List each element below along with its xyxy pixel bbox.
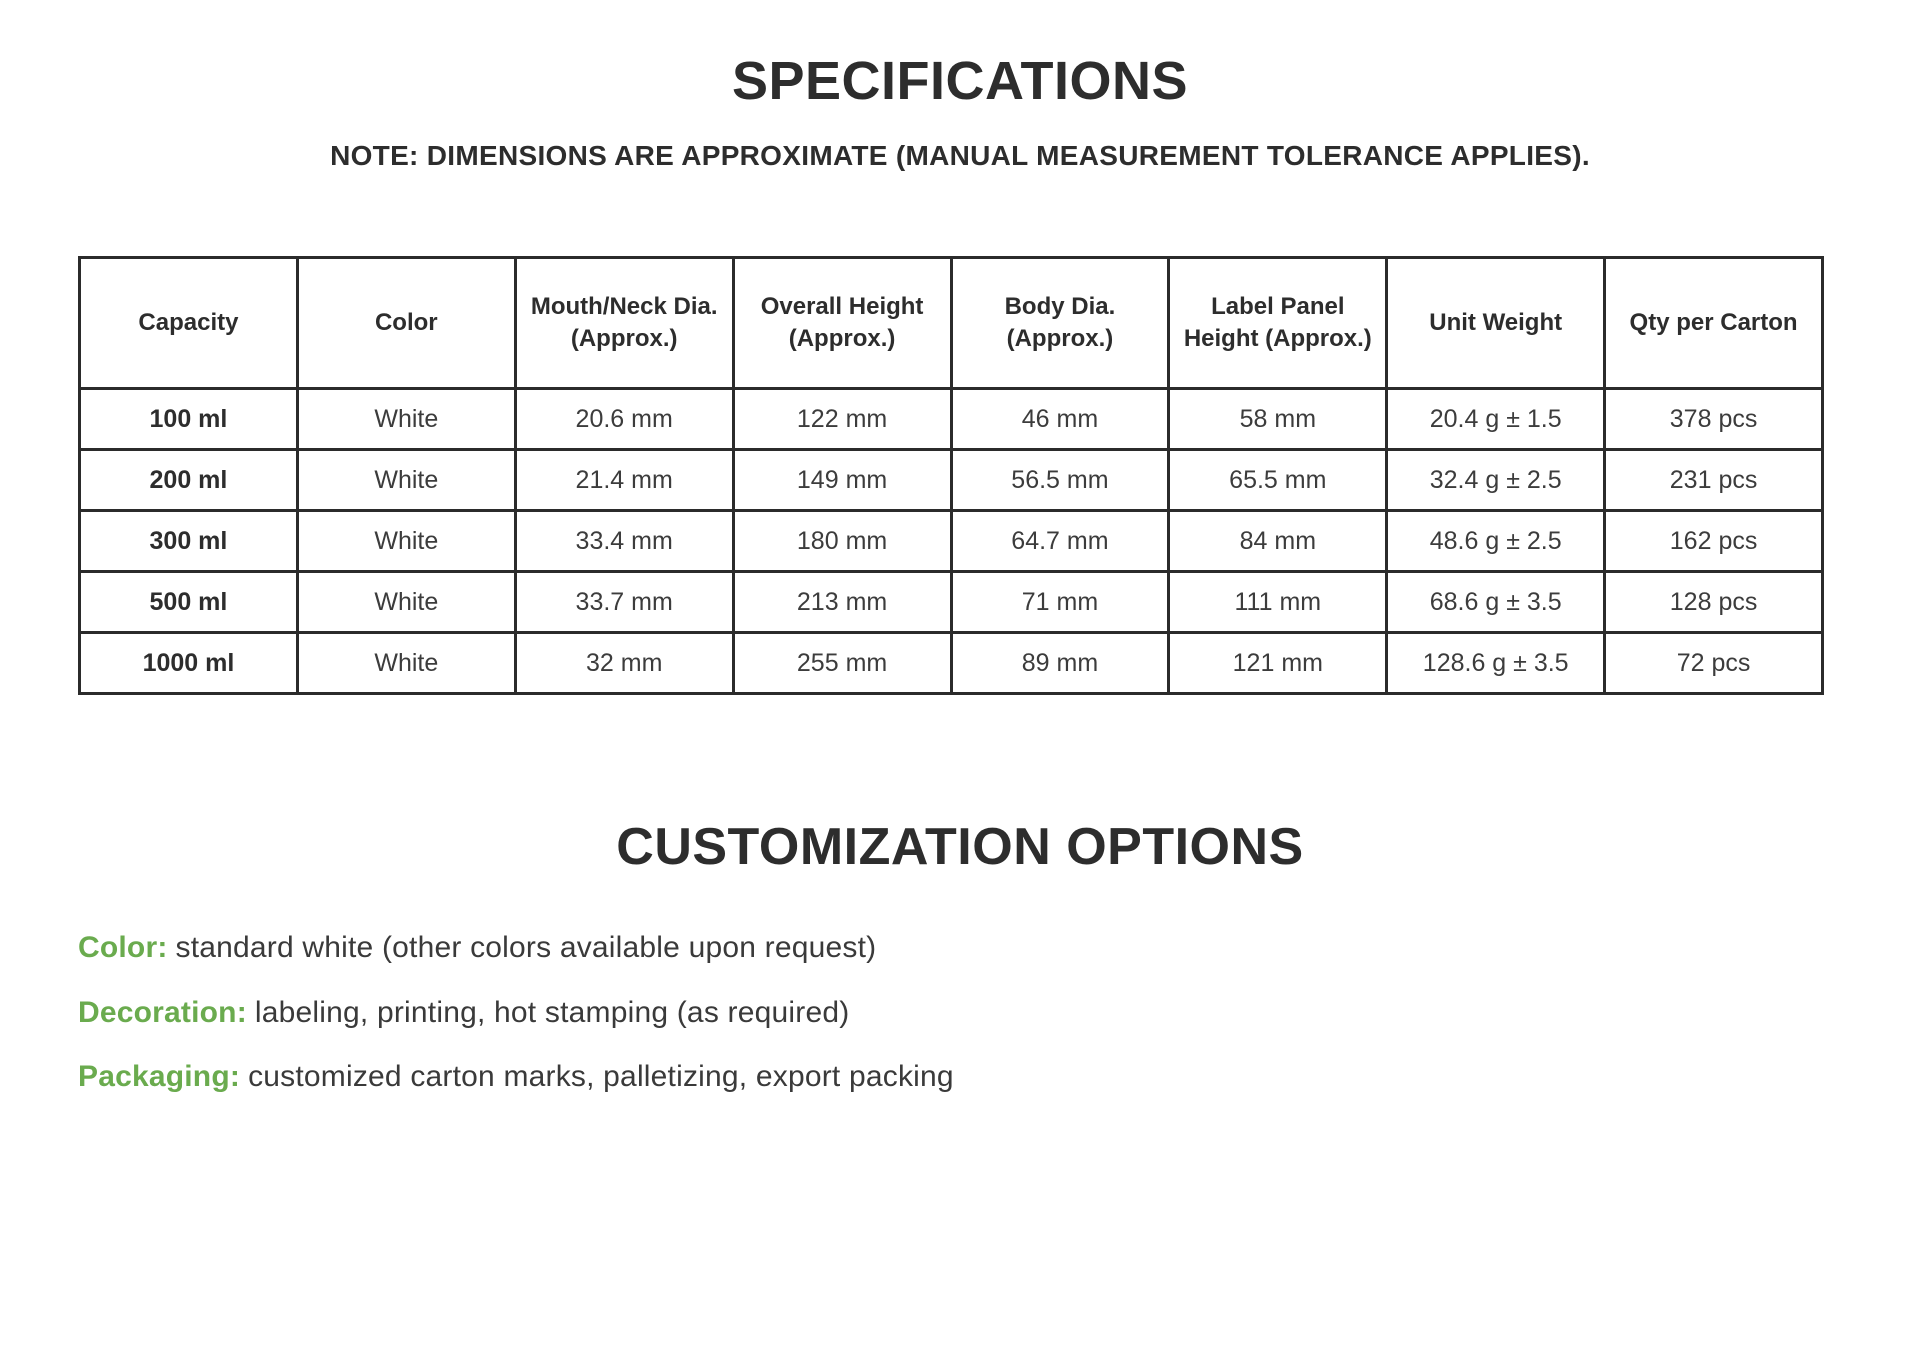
cell-color: White — [297, 572, 515, 633]
cell-qty-per-carton: 162 pcs — [1605, 511, 1823, 572]
cell-unit-weight: 32.4 g ± 2.5 — [1387, 450, 1605, 511]
cell-unit-weight: 68.6 g ± 3.5 — [1387, 572, 1605, 633]
column-header-label-panel-height: Label Panel Height (Approx.) — [1169, 258, 1387, 389]
column-header-color: Color — [297, 258, 515, 389]
cell-overall-height: 255 mm — [733, 633, 951, 694]
table-header — [80, 258, 1823, 389]
table-row-200ml — [80, 450, 1823, 511]
cell-capacity: 200 ml — [80, 450, 298, 511]
customization-item-color — [78, 929, 1920, 967]
cell-body-dia: 64.7 mm — [951, 511, 1169, 572]
cell-capacity: 1000 ml — [80, 633, 298, 694]
customization-list — [78, 929, 1920, 1096]
cell-qty-per-carton: 72 pcs — [1605, 633, 1823, 694]
cell-unit-weight: 48.6 g ± 2.5 — [1387, 511, 1605, 572]
column-header-overall-height: Overall Height (Approx.) — [733, 258, 951, 389]
cell-body-dia: 71 mm — [951, 572, 1169, 633]
cell-unit-weight: 128.6 g ± 3.5 — [1387, 633, 1605, 694]
cell-color: White — [297, 389, 515, 450]
table-body — [80, 389, 1823, 694]
cell-label-panel-height: 65.5 mm — [1169, 450, 1387, 511]
specifications-title: SPECIFICATIONS — [731, 51, 1189, 111]
cell-color: White — [297, 450, 515, 511]
customization-label-decoration: Decoration: — [78, 995, 247, 1029]
customization-item-packaging — [78, 1058, 1920, 1096]
customization-label-color: Color: — [78, 931, 168, 964]
cell-body-dia: 46 mm — [951, 389, 1169, 450]
table-row-100ml — [80, 389, 1823, 450]
customization-item-decoration — [78, 994, 1920, 1032]
cell-label-panel-height: 111 mm — [1169, 572, 1387, 633]
cell-body-dia: 89 mm — [951, 633, 1169, 694]
table-row-1000ml — [80, 633, 1823, 694]
column-header-qty-per-carton: Qty per Carton — [1605, 258, 1823, 389]
cell-mouth-neck-dia: 33.4 mm — [515, 511, 733, 572]
column-header-body-dia: Body Dia. (Approx.) — [951, 258, 1169, 389]
cell-qty-per-carton: 378 pcs — [1605, 389, 1823, 450]
cell-overall-height: 213 mm — [733, 572, 951, 633]
cell-capacity: 300 ml — [80, 511, 298, 572]
cell-capacity: 500 ml — [80, 572, 298, 633]
cell-overall-height: 122 mm — [733, 389, 951, 450]
cell-qty-per-carton: 231 pcs — [1605, 450, 1823, 511]
customization-label-packaging: Packaging: — [78, 1060, 241, 1093]
column-header-capacity: Capacity — [80, 258, 298, 389]
cell-capacity: 100 ml — [80, 389, 298, 450]
measurement-note: NOTE: DIMENSIONS ARE APPROXIMATE (MANUAL MEASUREMENT TOLERANCE APPLIES). — [330, 140, 1590, 171]
column-header-mouth-neck-dia: Mouth/Neck Dia. (Approx.) — [515, 258, 733, 389]
cell-mouth-neck-dia: 20.6 mm — [515, 389, 733, 450]
cell-mouth-neck-dia: 21.4 mm — [515, 450, 733, 511]
customization-text-color: standard white (other colors available upon request) — [175, 931, 877, 964]
table-row-300ml — [80, 511, 1823, 572]
cell-mouth-neck-dia: 33.7 mm — [515, 572, 733, 633]
customization-text-packaging: customized carton marks, palletizing, export packing — [248, 1060, 954, 1093]
spec-sheet-page — [0, 50, 1920, 1345]
cell-label-panel-height: 84 mm — [1169, 511, 1387, 572]
cell-body-dia: 56.5 mm — [951, 450, 1169, 511]
specifications-table — [78, 256, 1824, 695]
cell-color: White — [297, 633, 515, 694]
table-row-500ml — [80, 572, 1823, 633]
cell-unit-weight: 20.4 g ± 1.5 — [1387, 389, 1605, 450]
cell-overall-height: 180 mm — [733, 511, 951, 572]
customization-text-decoration: labeling, printing, hot stamping (as required) — [254, 995, 850, 1029]
cell-label-panel-height: 58 mm — [1169, 389, 1387, 450]
cell-label-panel-height: 121 mm — [1169, 633, 1387, 694]
table-header-row — [80, 258, 1823, 389]
cell-mouth-neck-dia: 32 mm — [515, 633, 733, 694]
cell-qty-per-carton: 128 pcs — [1605, 572, 1823, 633]
customization-options-title: CUSTOMIZATION OPTIONS — [616, 818, 1304, 876]
cell-color: White — [297, 511, 515, 572]
cell-overall-height: 149 mm — [733, 450, 951, 511]
column-header-unit-weight: Unit Weight — [1387, 258, 1605, 389]
